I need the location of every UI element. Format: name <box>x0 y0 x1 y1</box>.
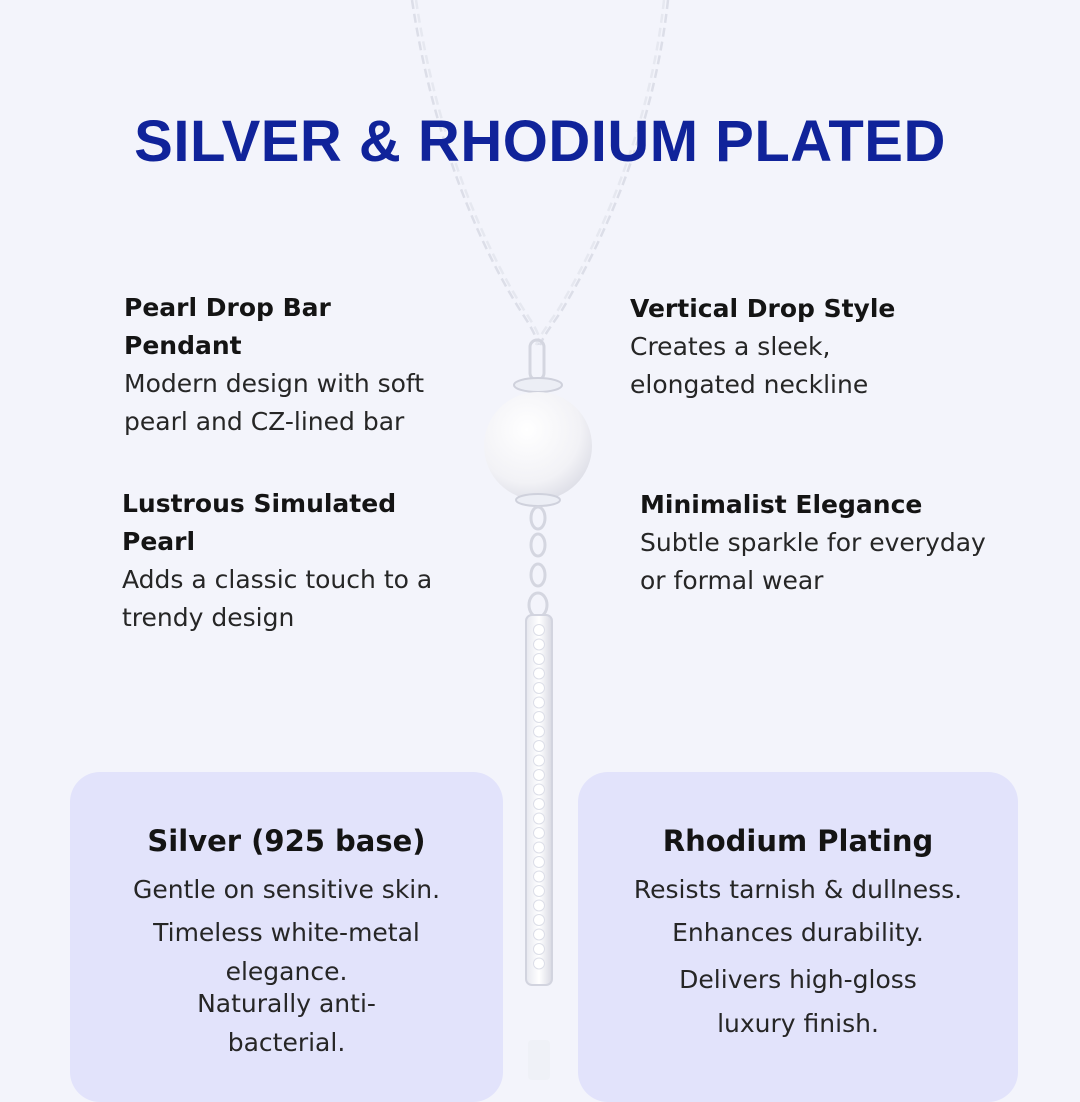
cz-stone <box>534 770 545 781</box>
card-line: Delivers high-gloss luxury finish. <box>679 965 917 1038</box>
page-title: SILVER & RHODIUM PLATED <box>134 109 946 174</box>
cz-stone <box>534 755 545 766</box>
cz-stone <box>534 900 545 911</box>
card-line: Enhances durability. <box>672 918 924 947</box>
cz-stone <box>534 712 545 723</box>
silver-info-card <box>70 772 503 1102</box>
cz-stone <box>534 842 545 853</box>
feature-description: Creates a sleek, elongated neckline <box>630 332 869 399</box>
feature-minimalist-elegance <box>640 486 1000 600</box>
feature-title: Lustrous Simulated Pearl <box>122 489 397 556</box>
feature-description: Subtle sparkle for everyday or formal wear <box>640 528 986 595</box>
cz-stone <box>534 857 545 868</box>
cz-stone <box>534 654 545 665</box>
cz-stone <box>534 668 545 679</box>
card-title: Silver (925 base) <box>147 824 426 858</box>
cz-stone <box>534 741 545 752</box>
feature-description: Adds a classic touch to a trendy design <box>122 565 433 632</box>
feature-description: Modern design with soft pearl and CZ-lined bar <box>124 369 425 436</box>
feature-pearl-drop-bar <box>124 289 454 441</box>
cz-stone <box>534 639 545 650</box>
feature-vertical-drop <box>630 290 930 404</box>
cz-stone <box>534 625 545 636</box>
card-line: Resists tarnish & dullness. <box>633 875 963 904</box>
cz-stone <box>534 697 545 708</box>
feature-title: Minimalist Elegance <box>640 490 923 519</box>
cz-stone <box>534 871 545 882</box>
cz-stone <box>534 726 545 737</box>
cz-stone <box>534 929 545 940</box>
cz-stone <box>534 944 545 955</box>
cz-stone <box>534 958 545 969</box>
card-line: Naturally anti-bacterial. <box>197 989 376 1057</box>
cz-stone <box>534 813 545 824</box>
card-title: Rhodium Plating <box>662 824 934 858</box>
feature-lustrous-pearl <box>122 485 452 637</box>
cz-stone <box>534 828 545 839</box>
card-line: Gentle on sensitive skin. <box>132 875 441 904</box>
cz-stone <box>534 886 545 897</box>
cz-stone <box>534 915 545 926</box>
cz-stone <box>534 683 545 694</box>
feature-title: Pearl Drop Bar Pendant <box>124 293 331 360</box>
card-line: Timeless white-metal elegance. <box>153 918 420 986</box>
rhodium-info-card <box>578 772 1018 1102</box>
feature-title: Vertical Drop Style <box>630 294 896 323</box>
cz-stone <box>534 784 545 795</box>
cz-stone <box>534 799 545 810</box>
